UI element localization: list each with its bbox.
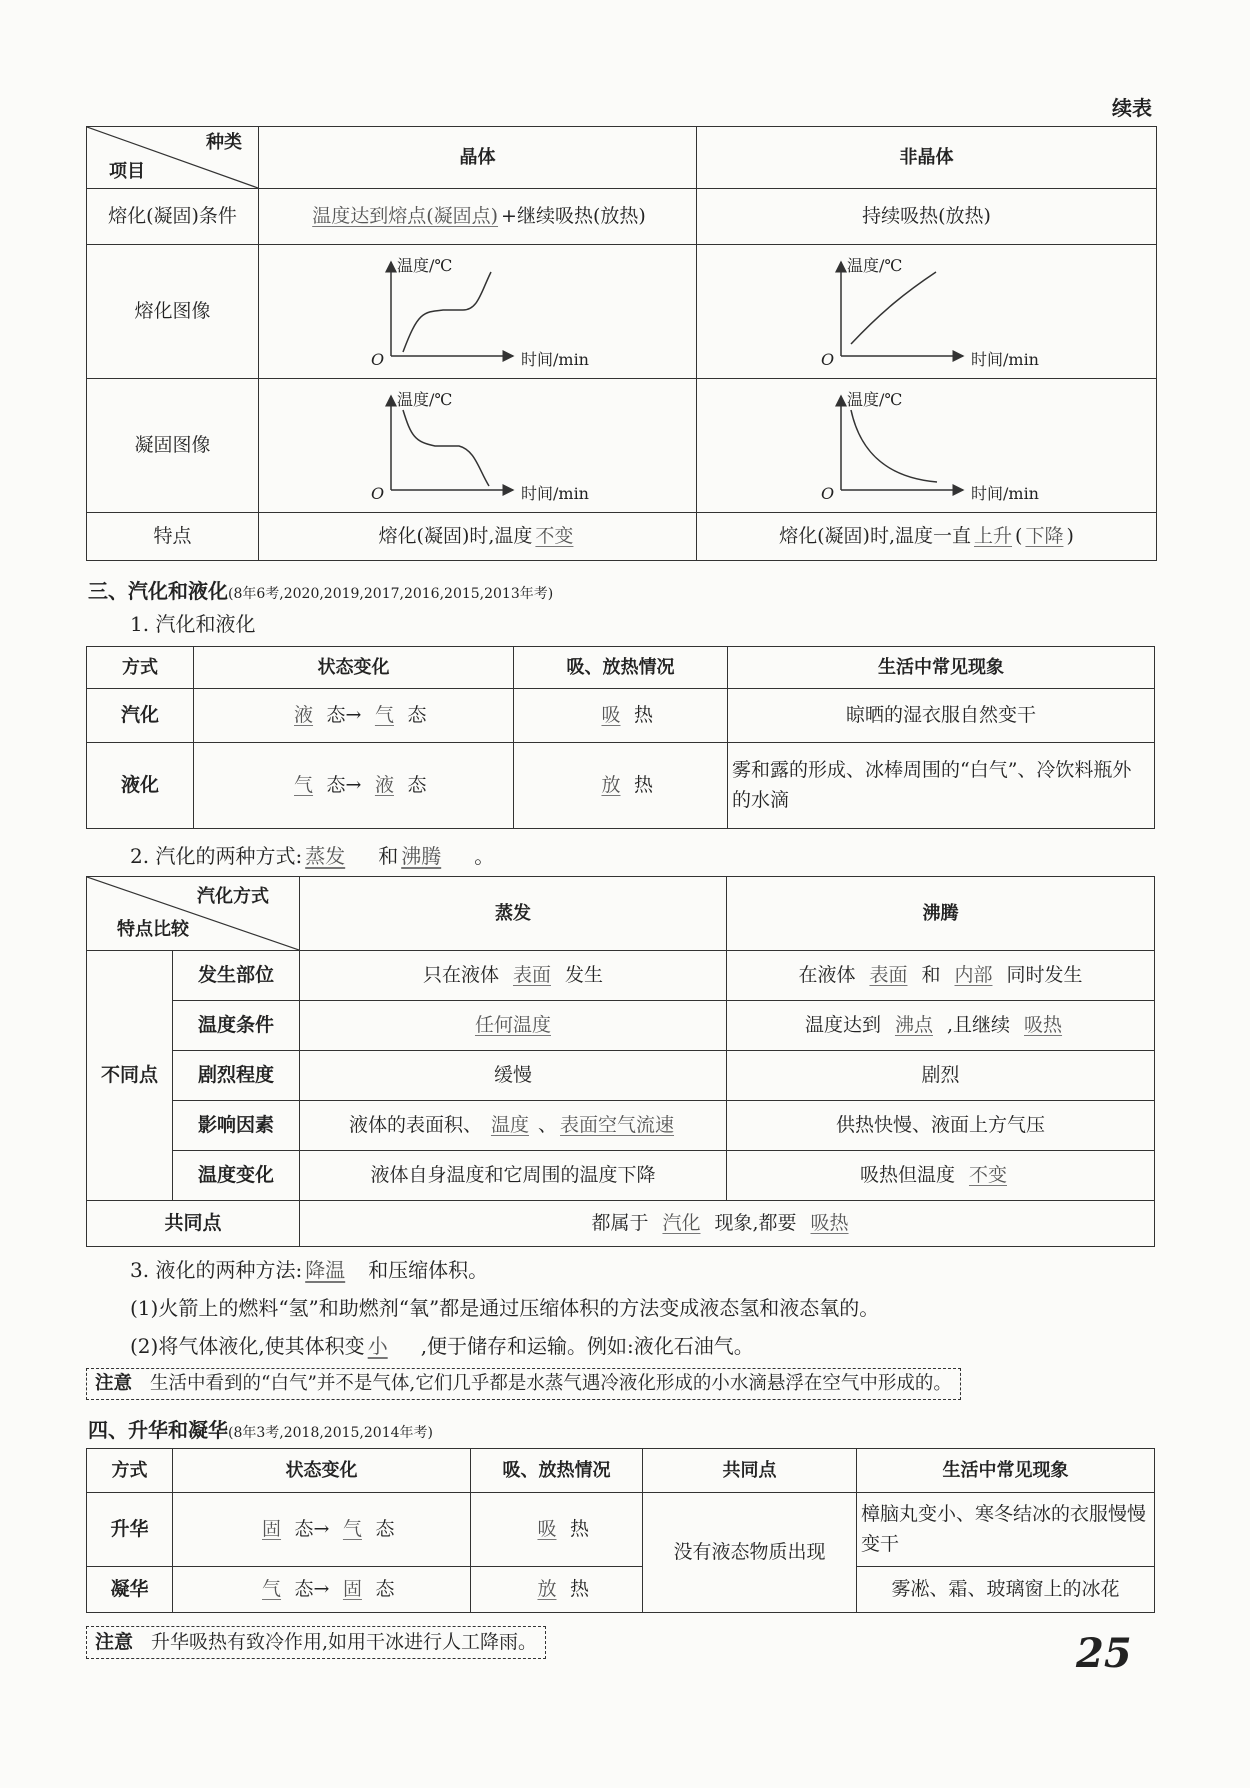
heat-cell: [471, 1567, 643, 1613]
sub2-end: 。: [474, 844, 495, 868]
answer: 降温: [305, 1258, 346, 1282]
answer: 放: [601, 773, 621, 796]
mode-cell: 汽化: [87, 689, 194, 743]
boil-cell: [727, 1001, 1155, 1051]
feature-prefix: 熔化(凝固)时,温度: [378, 524, 533, 547]
section-title: 三、汽化和液化: [88, 579, 228, 603]
melting-table: [86, 126, 1157, 561]
text: ,且继续: [946, 1013, 1011, 1036]
text: 发生: [565, 963, 604, 986]
amorphous-melt-graph: [697, 245, 1157, 379]
answer: 气: [294, 773, 314, 796]
y-axis-label: 温度/℃: [847, 389, 903, 409]
origin-label: O: [821, 483, 835, 503]
y-axis-label: 温度/℃: [847, 255, 903, 275]
answer: 放: [537, 1577, 557, 1600]
example-cell: 晾晒的湿衣服自然变干: [728, 689, 1155, 743]
example-cell: 樟脑丸变小、寒冬结冰的衣服慢慢变干: [857, 1493, 1155, 1567]
section-note: (8年6考,2020,2019,2017,2016,2015,2013年考): [228, 586, 554, 602]
answer: 蒸发: [305, 844, 346, 868]
section3-title: [88, 575, 553, 604]
text: 现象,都要: [714, 1211, 797, 1234]
heat-cell: [471, 1493, 643, 1567]
header-cell: 状态变化: [194, 647, 514, 689]
text: 吸热但温度: [859, 1163, 955, 1186]
origin-label: O: [821, 349, 835, 369]
answer: 沸腾: [401, 844, 442, 868]
col-boiling: 沸腾: [727, 877, 1155, 951]
col-crystal: 晶体: [259, 127, 697, 189]
y-axis-label: 温度/℃: [397, 389, 453, 409]
answer: 不变: [535, 524, 574, 547]
answer: 气: [342, 1517, 362, 1540]
heat-word: 热: [569, 1577, 589, 1600]
answer: 上升: [974, 524, 1013, 547]
answer: 沸点: [894, 1013, 933, 1036]
crystal-solid-curve: [403, 410, 489, 486]
row-solid-label: 凝固图像: [87, 379, 259, 513]
answer: 表面: [869, 963, 908, 986]
heat-cell: [514, 689, 728, 743]
note-text: 生活中看到的“白气”并不是气体,它们几乎都是水蒸气遇冷液化形成的小水滴悬浮在空气中形成的。: [150, 1373, 952, 1394]
crystal-feature: [259, 513, 697, 561]
sub2-mid: 和: [378, 844, 399, 868]
answer: 不变: [968, 1163, 1007, 1186]
header-cell: 吸、放热情况: [471, 1449, 643, 1493]
table1-corner: [87, 127, 259, 189]
condition-rest: +继续吸热(放热): [501, 204, 646, 227]
state-word: 态→: [326, 773, 362, 796]
evap-cell: 液体自身温度和它周围的温度下降: [300, 1151, 727, 1201]
answer: 液: [374, 773, 394, 796]
row-label: 发生部位: [173, 951, 300, 1001]
amorphous-solid-graph: [697, 379, 1157, 513]
state-change: [194, 689, 514, 743]
mode-cell: 凝华: [87, 1567, 173, 1613]
header-cell: 吸、放热情况: [514, 647, 728, 689]
text: 都属于: [591, 1211, 649, 1234]
heat-word: 热: [569, 1517, 589, 1540]
row-label: 影响因素: [173, 1101, 300, 1151]
state-end: 态: [407, 773, 427, 796]
answer: 任何温度: [474, 1013, 551, 1036]
note-box-1: [86, 1368, 961, 1400]
evap-cell: [300, 1101, 727, 1151]
boil-cell: 剧烈: [727, 1051, 1155, 1101]
amorphous-solid-curve: [851, 410, 937, 482]
example-cell: 雾凇、霜、玻璃窗上的冰花: [857, 1567, 1155, 1613]
corner-top: 汽化方式: [197, 886, 269, 907]
heat-cell: [514, 743, 728, 829]
answer: 汽化: [662, 1211, 701, 1234]
header-cell: 共同点: [643, 1449, 857, 1493]
answer: 温度: [490, 1113, 529, 1136]
evap-cell: 缓慢: [300, 1051, 727, 1101]
state-change: [173, 1567, 471, 1613]
answer: 吸: [537, 1517, 557, 1540]
heat-word: 热: [633, 773, 653, 796]
corner-bottom: 特点比较: [117, 919, 189, 941]
row-feature-label: 特点: [87, 513, 259, 561]
answer: 固: [342, 1577, 362, 1600]
evap-cell: [300, 951, 727, 1001]
text: 温度达到: [804, 1013, 881, 1036]
sub3-p1: (1)火箭上的燃料“氢”和助燃剂“氧”都是通过压缩体积的方法变成液态氢和液态氧的。: [130, 1296, 880, 1320]
page-number: 25: [1076, 1630, 1132, 1677]
section-title: 四、升华和凝华: [88, 1418, 228, 1442]
y-axis-label: 温度/℃: [397, 255, 453, 275]
answer: 固: [262, 1517, 282, 1540]
state-word: 态→: [294, 1577, 330, 1600]
text: ,便于储存和运输。例如:液化石油气。: [420, 1334, 754, 1358]
text: 只在液体: [422, 963, 499, 986]
sublimation-table: [86, 1448, 1155, 1613]
answer: 气: [262, 1577, 282, 1600]
answer: 表面: [512, 963, 551, 986]
text: 和: [921, 963, 941, 986]
answer: 表面空气流速: [560, 1113, 675, 1136]
note-label: 注意: [95, 1373, 133, 1394]
header-cell: 状态变化: [173, 1449, 471, 1493]
section4-title: [88, 1414, 433, 1443]
paren-open: (: [1015, 524, 1023, 547]
common-cell: 没有液态物质出现: [643, 1493, 857, 1613]
paren-close: ): [1066, 524, 1074, 547]
example-cell: 雾和露的形成、冰棒周围的“白气”、冷饮料瓶外的水滴: [728, 743, 1155, 829]
x-axis-label: 时间/min: [971, 349, 1039, 369]
continue-label: 续表: [1112, 96, 1152, 120]
answer: 下降: [1025, 524, 1064, 547]
sub3-p2: [130, 1330, 754, 1359]
sub1: 1. 汽化和液化: [130, 612, 256, 636]
boil-cell: [727, 951, 1155, 1001]
common-cell: [300, 1201, 1155, 1247]
boil-cell: [727, 1151, 1155, 1201]
section-note: (8年3考,2018,2015,2014年考): [228, 1425, 433, 1441]
row-label: 剧烈程度: [173, 1051, 300, 1101]
corner-bottom: 项目: [109, 161, 145, 183]
state-change: [194, 743, 514, 829]
boil-cell: 供热快慢、液面上方气压: [727, 1101, 1155, 1151]
evap-cell: [300, 1001, 727, 1051]
state-end: 态: [375, 1577, 395, 1600]
note-label: 注意: [95, 1631, 134, 1653]
answer: 液: [294, 703, 314, 726]
heat-word: 热: [633, 703, 653, 726]
text: 同时发生: [1006, 963, 1083, 986]
table3-corner: [87, 877, 300, 951]
row-melt-label: 熔化图像: [87, 245, 259, 379]
note-box-2: [86, 1626, 546, 1659]
row-label: 温度变化: [173, 1151, 300, 1201]
header-cell: 方式: [87, 647, 194, 689]
amorphous-melt-curve: [851, 272, 936, 344]
common-label: 共同点: [87, 1201, 300, 1247]
state-word: 态→: [294, 1517, 330, 1540]
x-axis-label: 时间/min: [521, 349, 589, 369]
sub3: [130, 1254, 488, 1283]
text: (2)将气体液化,使其体积变: [130, 1334, 365, 1358]
answer: 温度达到熔点(凝固点): [312, 204, 499, 227]
evaporation-boiling-table: [86, 876, 1155, 1247]
sub2-prefix: 2. 汽化的两种方式:: [130, 844, 303, 868]
answer: 吸热: [1024, 1013, 1063, 1036]
sub2: [130, 840, 494, 869]
answer: 吸: [601, 703, 621, 726]
crystal-solid-graph: [259, 379, 697, 513]
crystal-condition: [259, 189, 697, 245]
crystal-melt-curve: [403, 272, 491, 352]
state-end: 态: [407, 703, 427, 726]
row-condition-label: 熔化(凝固)条件: [87, 189, 259, 245]
answer: 吸热: [810, 1211, 849, 1234]
group-label: 不同点: [87, 951, 173, 1201]
state-change: [173, 1493, 471, 1567]
header-cell: 生活中常见现象: [857, 1449, 1155, 1493]
row-label: 温度条件: [173, 1001, 300, 1051]
text: 和压缩体积。: [368, 1258, 489, 1282]
state-word: 态→: [326, 703, 362, 726]
origin-label: O: [371, 483, 385, 503]
answer: 小: [367, 1334, 388, 1358]
mode-cell: 升华: [87, 1493, 173, 1567]
amorphous-condition: 持续吸热(放热): [697, 189, 1157, 245]
origin-label: O: [371, 349, 385, 369]
text: 、: [537, 1113, 557, 1136]
crystal-melt-graph: [259, 245, 697, 379]
col-amorphous: 非晶体: [697, 127, 1157, 189]
answer: 内部: [954, 963, 993, 986]
col-evaporation: 蒸发: [300, 877, 727, 951]
state-end: 态: [375, 1517, 395, 1540]
amorphous-feature: [697, 513, 1157, 561]
text: 在液体: [798, 963, 856, 986]
feature-prefix: 熔化(凝固)时,温度一直: [779, 524, 971, 547]
text: 液体的表面积、: [348, 1113, 482, 1136]
x-axis-label: 时间/min: [521, 483, 589, 503]
x-axis-label: 时间/min: [971, 483, 1039, 503]
corner-top: 种类: [206, 132, 242, 153]
vaporize-table: [86, 646, 1155, 829]
answer: 气: [374, 703, 394, 726]
note-text: 升华吸热有致冷作用,如用干冰进行人工降雨。: [151, 1631, 538, 1653]
mode-cell: 液化: [87, 743, 194, 829]
header-cell: 生活中常见现象: [728, 647, 1155, 689]
header-cell: 方式: [87, 1449, 173, 1493]
text: 3. 液化的两种方法:: [130, 1258, 303, 1282]
